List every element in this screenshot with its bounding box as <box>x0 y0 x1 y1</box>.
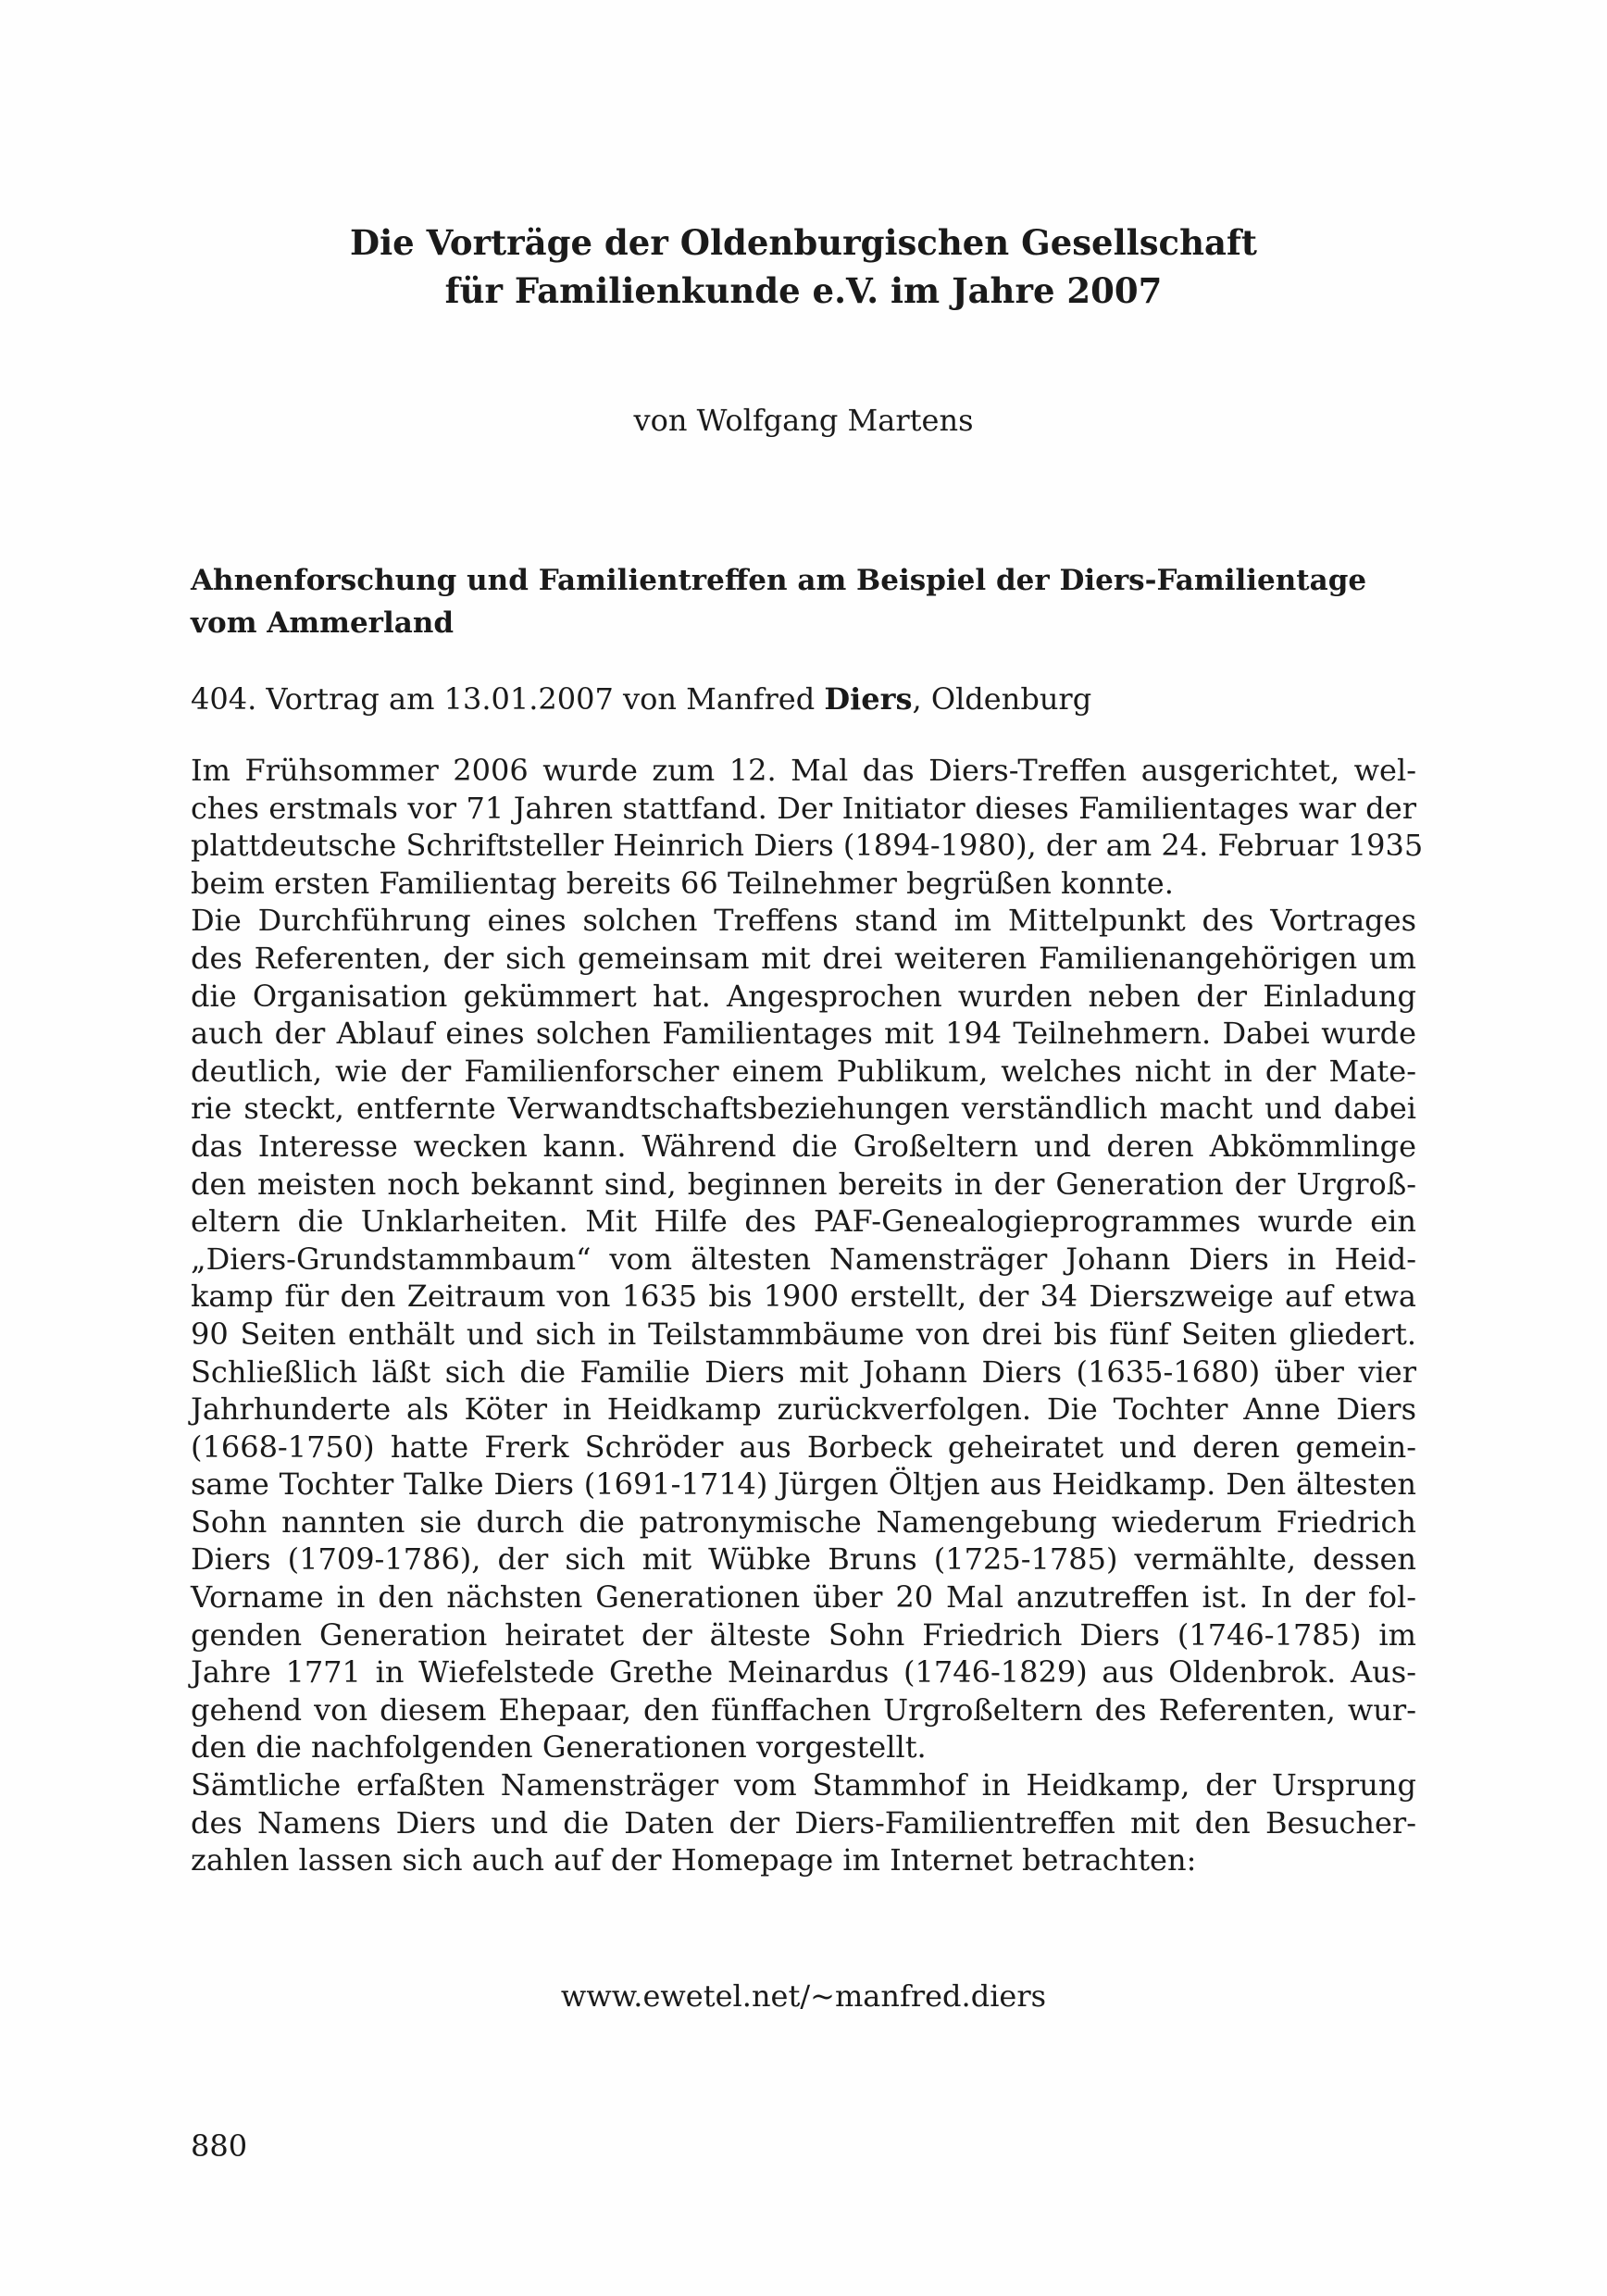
body-line: auch der Ablauf eines solchen Familientages mit 194 Teilnehmern. Dabei wurde <box>191 1016 1416 1052</box>
body-line: eltern die Unklarheiten. Mit Hilfe des PAF-Genealogieprogrammes wurde ein <box>191 1204 1416 1240</box>
body-line: zahlen lassen sich auch auf der Homepage im Internet betrachten: <box>191 1842 1197 1878</box>
body-line: das Interesse wecken kann. Während die Großeltern und deren Abkömmlinge <box>191 1128 1416 1164</box>
author-byline: von Wolfgang Martens <box>633 403 974 438</box>
body-line: same Tochter Talke Diers (1691-1714) Jürgen Öltjen aus Heidkamp. Den ältesten <box>191 1466 1416 1503</box>
document-title-line: Die Vorträge der Oldenburgischen Gesellschaft <box>350 222 1257 263</box>
body-line: gehend von diesem Ehepaar, den fünffachen Urgroßeltern des Referenten, wur- <box>191 1691 1416 1728</box>
lecture-title-line: Ahnenforschung und Familientreffen am Beispiel der Diers-Familientage <box>191 564 1367 597</box>
body-line: „Diers-Grundstammbaum“ vom ältesten Namensträger Johann Diers in Heid- <box>191 1241 1416 1277</box>
lecture-title <box>191 559 1431 644</box>
lecture-meta-place: , Oldenburg <box>912 681 1092 717</box>
lecture-body <box>191 752 1424 1879</box>
body-line: den meisten noch bekannt sind, beginnen bereits in der Generation der Urgroß- <box>191 1166 1416 1202</box>
body-line: Jahre 1771 in Wiefelstede Grethe Meinardus (1746-1829) aus Oldenbrok. Aus- <box>191 1654 1416 1691</box>
body-line: Sämtliche erfaßten Namensträger vom Stammhof in Heidkamp, der Ursprung <box>191 1767 1416 1803</box>
body-line: den die nachfolgenden Generationen vorgestellt. <box>191 1729 927 1766</box>
body-line: Diers (1709-1786), der sich mit Wübke Bruns (1725-1785) vermählte, dessen <box>191 1541 1416 1578</box>
body-line: des Namens Diers und die Daten der Diers-Familientreffen mit den Besucher- <box>191 1804 1416 1841</box>
body-line: Im Frühsommer 2006 wurde zum 12. Mal das Diers-Treffen ausgerichtet, wel- <box>191 753 1416 788</box>
lecture-title-line: vom Ammerland <box>191 606 455 640</box>
body-line: plattdeutsche Schriftsteller Heinrich Diers (1894-1980), der am 24. Februar 1935 <box>191 828 1424 864</box>
body-line: beim ersten Familientag bereits 66 Teilnehmer begrüßen konnte. <box>191 865 1174 901</box>
body-line: 90 Seiten enthält und sich in Teilstammbäume von drei bis fünf Seiten gliedert. <box>191 1316 1416 1352</box>
body-line: Jahrhunderte als Köter in Heidkamp zurückverfolgen. Die Tochter Anne Diers <box>191 1391 1416 1428</box>
body-line: Sohn nannten sie durch die patronymische Namengebung wiederum Friedrich <box>191 1504 1416 1540</box>
body-line: Die Durchführung eines solchen Treffens stand im Mittelpunkt des Vortrages <box>191 903 1416 939</box>
lecture-meta <box>191 680 1431 718</box>
homepage-url: www.ewetel.net/~manfred.diers <box>560 1978 1047 2014</box>
page-number: 880 <box>191 2128 248 2164</box>
body-line: rie steckt, entfernte Verwandtschaftsbeziehungen verständlich macht und dabei <box>191 1091 1416 1127</box>
document-title <box>185 218 1422 315</box>
body-line: deutlich, wie der Familienforscher einem Publikum, welches nicht in der Mate- <box>191 1053 1416 1089</box>
speaker-surname: Diers <box>824 681 913 717</box>
body-line: Vorname in den nächsten Generationen über 20 Mal anzutreffen ist. In der fol- <box>191 1579 1416 1616</box>
lecture-meta-text: 404. Vortrag am 13.01.2007 von Manfred <box>191 681 825 717</box>
body-line: des Referenten, der sich gemeinsam mit drei weiteren Familienangehörigen um <box>191 940 1416 976</box>
body-line: die Organisation gekümmert hat. Angesprochen wurden neben der Einladung <box>191 978 1416 1014</box>
body-line: kamp für den Zeitraum von 1635 bis 1900 erstellt, der 34 Dierszweige auf etwa <box>191 1279 1416 1315</box>
body-line: genden Generation heiratet der älteste Sohn Friedrich Diers (1746-1785) im <box>191 1616 1416 1653</box>
document-title-line: für Familienkunde e.V. im Jahre 2007 <box>444 270 1163 311</box>
body-line: (1668-1750) hatte Frerk Schröder aus Borbeck geheiratet und deren gemein- <box>191 1429 1416 1465</box>
body-line: ches erstmals vor 71 Jahren stattfand. Der Initiator dieses Familientages war der <box>191 790 1416 826</box>
body-line: Schließlich läßt sich die Familie Diers mit Johann Diers (1635-1680) über vier <box>191 1354 1416 1390</box>
